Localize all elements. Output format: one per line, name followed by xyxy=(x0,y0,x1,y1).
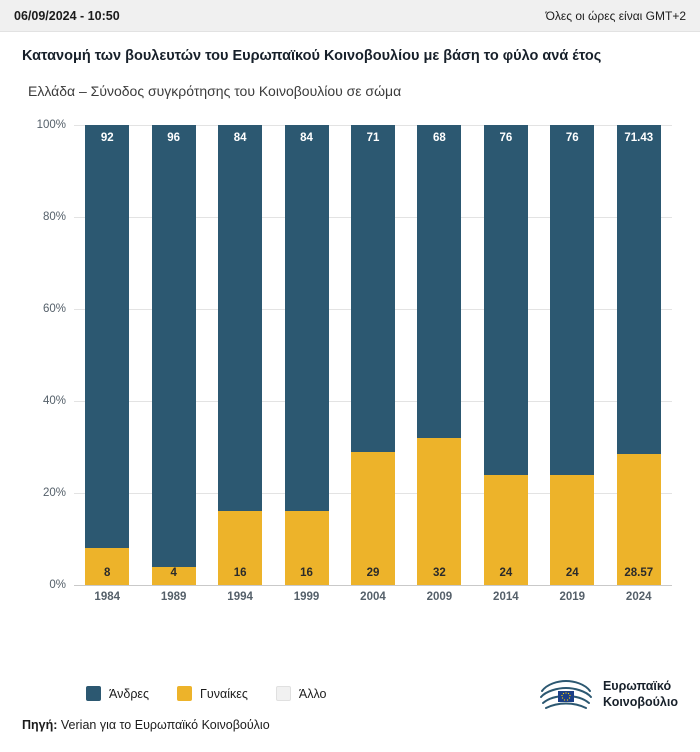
european-parliament-logo xyxy=(538,676,678,714)
bar-value-label-women: 32 xyxy=(433,567,446,580)
bar-segment-women[interactable] xyxy=(617,454,661,585)
bar-column[interactable] xyxy=(152,125,196,585)
bar-column[interactable] xyxy=(417,125,461,585)
bar-segment-men[interactable] xyxy=(417,125,461,438)
bar-segment-men[interactable] xyxy=(218,125,262,511)
bar-value-label-women: 29 xyxy=(366,567,380,580)
bar-segment-men[interactable] xyxy=(152,125,196,567)
timestamp: 06/09/2024 - 10:50 xyxy=(14,8,120,23)
gridline xyxy=(49,579,672,592)
bar-value-label-women: 4 xyxy=(170,567,177,580)
bar-value-label-women: 28.57 xyxy=(624,567,654,580)
bar-column[interactable] xyxy=(484,125,528,585)
bar-segment-women[interactable] xyxy=(351,452,395,585)
bar-value-label-women: 8 xyxy=(104,567,111,580)
legend-label-women: Γυναίκες xyxy=(200,686,248,701)
bar-segment-men[interactable] xyxy=(85,125,129,548)
bar-column[interactable] xyxy=(285,125,329,585)
ep-logo-line2: Κοινοβούλιο xyxy=(602,695,678,709)
bar-value-label-men: 76 xyxy=(565,132,579,145)
bar-value-label-men: 92 xyxy=(100,132,114,145)
page-subtitle: Ελλάδα – Σύνοδος συγκρότησης του Κοινοβουλίου σε σώμα xyxy=(28,83,402,100)
y-axis-tick: 0% xyxy=(49,579,66,592)
bar-value-label-men: 68 xyxy=(433,132,446,145)
x-axis-tick: 2024 xyxy=(625,591,652,604)
ep-logo-text xyxy=(603,679,678,710)
bar-value-label-men: 71 xyxy=(366,132,380,145)
x-axis-tick: 1989 xyxy=(160,591,187,604)
page-title: Κατανομή των βουλευτών του Ευρωπαϊκού Κοινοβουλίου με βάση το φύλο ανά έτος xyxy=(22,48,602,64)
timezone-note: Όλες οι ώρες είναι GMT+2 xyxy=(545,8,686,23)
plot-area xyxy=(36,119,672,592)
bar-segment-men[interactable] xyxy=(484,125,528,475)
x-axis-tick: 2014 xyxy=(493,591,519,604)
bar-value-label-women: 16 xyxy=(233,567,247,580)
bar-column[interactable] xyxy=(550,125,594,585)
bar-value-label-men: 84 xyxy=(233,132,247,145)
source-note xyxy=(22,718,270,732)
heading-block xyxy=(0,32,700,99)
x-axis-tick: 2004 xyxy=(360,591,386,604)
legend-item-men[interactable] xyxy=(86,686,149,701)
bar-segment-women[interactable] xyxy=(152,567,196,585)
bar-column[interactable] xyxy=(218,125,262,585)
legend-item-other[interactable] xyxy=(276,686,327,701)
legend-label-other: Άλλο xyxy=(298,686,327,701)
bar-value-label-men: 71.43 xyxy=(624,132,654,145)
bar-segment-men[interactable] xyxy=(550,125,594,475)
x-axis-labels xyxy=(74,591,672,603)
bar-value-label-men: 84 xyxy=(300,132,313,145)
bar-value-label-women: 24 xyxy=(565,567,579,580)
x-axis-tick: 1984 xyxy=(94,591,121,604)
bar-value-label-men: 76 xyxy=(499,132,513,145)
bar-segment-men[interactable] xyxy=(617,125,661,454)
bar-column[interactable] xyxy=(617,125,661,585)
y-axis-tick: 100% xyxy=(36,119,66,132)
bar-segment-women[interactable] xyxy=(285,511,329,585)
ep-logo-line1: Ευρωπαϊκό xyxy=(602,679,672,694)
legend-label-men: Άνδρες xyxy=(109,686,150,701)
top-bar xyxy=(0,0,700,32)
bar-segment-women[interactable] xyxy=(417,438,461,585)
source-label: Πηγή: xyxy=(22,718,58,732)
bar-column[interactable] xyxy=(351,125,395,585)
source-text: Verian για το Ευρωπαϊκό Κοινοβούλιο xyxy=(60,718,270,732)
bar-segment-women[interactable] xyxy=(218,511,262,585)
chart-container xyxy=(22,117,678,604)
bar-segment-women[interactable] xyxy=(484,475,528,585)
bar-segment-men[interactable] xyxy=(351,125,395,452)
legend-swatch-men xyxy=(86,686,101,701)
bar-segment-women[interactable] xyxy=(550,475,594,585)
x-axis-tick: 2009 xyxy=(426,591,453,604)
bar-value-label-women: 16 xyxy=(300,567,313,580)
y-axis-tick: 60% xyxy=(42,303,66,316)
x-axis-tick: 2019 xyxy=(559,591,586,604)
bar-segment-women[interactable] xyxy=(85,548,129,585)
x-axis-tick: 1994 xyxy=(227,591,253,604)
bar-value-label-women: 24 xyxy=(499,567,513,580)
y-axis-tick: 80% xyxy=(42,211,66,224)
bar-segment-men[interactable] xyxy=(285,125,329,511)
chart-legend xyxy=(86,686,326,701)
bar-value-label-men: 96 xyxy=(167,132,181,145)
y-axis-tick: 20% xyxy=(42,487,66,500)
ep-emblem-icon xyxy=(538,676,594,714)
legend-swatch-women xyxy=(177,686,192,701)
legend-item-women[interactable] xyxy=(177,686,248,701)
legend-swatch-other xyxy=(276,686,291,701)
bars-group xyxy=(74,125,672,585)
bar-column[interactable] xyxy=(85,125,129,585)
y-axis-tick: 40% xyxy=(42,395,66,408)
x-axis-tick: 1999 xyxy=(293,591,320,604)
